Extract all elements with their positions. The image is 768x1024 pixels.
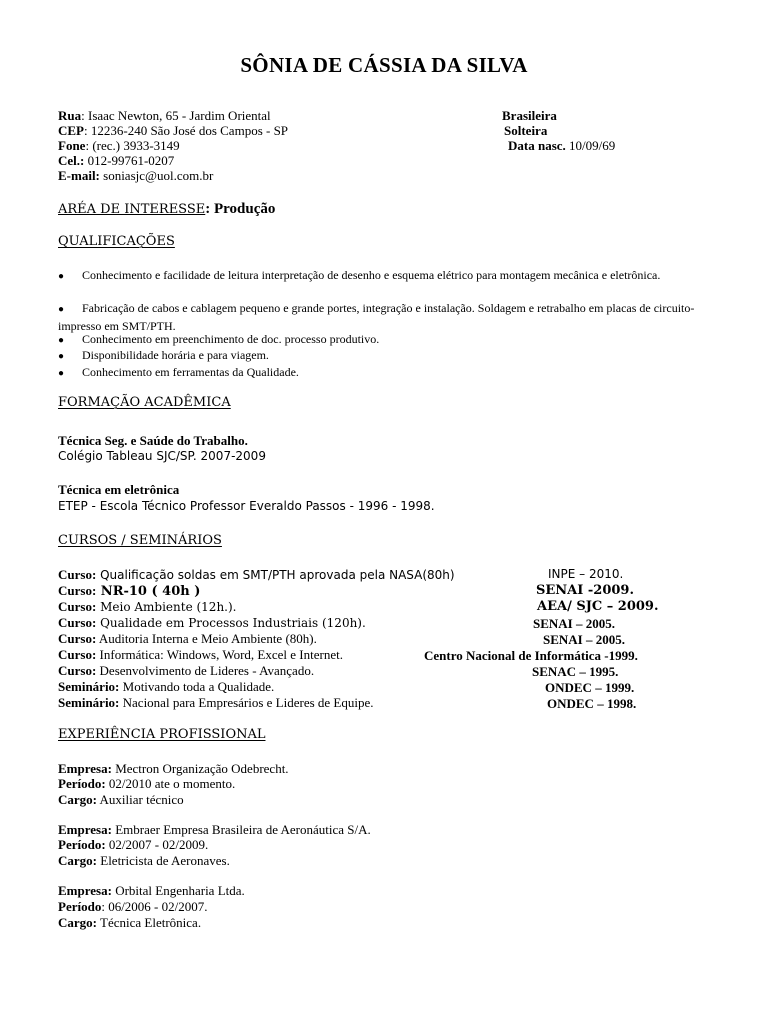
course-institution: SENAI – 2005.: [543, 632, 625, 647]
experience-company: Empresa: Mectron Organização Odebrecht.: [58, 761, 289, 776]
course-row: Curso: Qualificação soldas em SMT/PTH aprovada pela NASA(80h): [58, 567, 455, 582]
list-item: ● Conhecimento em preenchimento de doc. processo produtivo.: [58, 332, 380, 346]
education-school: ETEP - Escola Técnico Professor Everaldo Passos - 1996 - 1998.: [58, 499, 435, 513]
experience-heading: EXPERIÊNCIA PROFISSIONAL: [58, 727, 266, 742]
interest-area: ARÉA DE INTERESSE: Produção: [58, 201, 276, 217]
course-row: Seminário: Nacional para Empresários e Lideres de Equipe.: [58, 695, 374, 710]
qualifications-heading: QUALIFICAÇÕES: [58, 234, 175, 249]
course-row: Curso: Auditoria Interna e Meio Ambiente (80h).: [58, 631, 317, 646]
contact-cep: CEP: 12236-240 São José dos Campos - SP: [58, 123, 289, 138]
contact-phone: Fone: (rec.) 3933-3149: [58, 138, 180, 153]
course-institution: SENAC – 1995.: [532, 664, 619, 679]
course-row: Curso: Meio Ambiente (12h.).: [58, 599, 237, 614]
marital-status: Solteira: [504, 123, 548, 138]
experience-role: Cargo: Auxiliar técnico: [58, 792, 184, 807]
experience-role: Cargo: Eletricista de Aeronaves.: [58, 853, 230, 868]
contact-street: Rua: Isaac Newton, 65 - Jardim Oriental: [58, 108, 271, 123]
education-degree: Técnica Seg. e Saúde do Trabalho.: [58, 433, 248, 448]
education-degree: Técnica em eletrônica: [58, 482, 180, 497]
course-institution: ONDEC – 1999.: [545, 680, 635, 695]
list-item: ● Fabricação de cabos e cablagem pequeno e grande portes, integração e instalação. Soldagem e retrabalho em placas de circuito-impresso em SMT/PTH.: [58, 301, 695, 333]
course-row: Curso: Desenvolvimento de Lideres - Avançado.: [58, 663, 315, 678]
course-institution: AEA/ SJC – 2009.: [537, 599, 659, 614]
list-item: ● Conhecimento em ferramentas da Qualidade.: [58, 365, 299, 379]
course-institution: INPE – 2010.: [548, 567, 624, 581]
course-institution: SENAI -2009.: [536, 583, 634, 598]
course-row: Curso: Informática: Windows, Word, Excel e Internet.: [58, 647, 343, 662]
experience-period: Período: 06/2006 - 02/2007.: [58, 899, 208, 914]
course-institution: SENAI – 2005.: [533, 616, 615, 631]
courses-heading: CURSOS / SEMINÁRIOS: [58, 533, 222, 548]
course-row: Curso: NR-10 ( 40h ): [58, 583, 201, 599]
experience-company: Empresa: Orbital Engenharia Ltda.: [58, 883, 245, 898]
experience-role: Cargo: Técnica Eletrônica.: [58, 915, 202, 930]
contact-email: E-mail: soniasjc@uol.com.br: [58, 168, 214, 183]
course-row: Curso: Qualidade em Processos Industriais (120h).: [58, 615, 366, 630]
course-institution: ONDEC – 1998.: [547, 696, 637, 711]
education-heading: FORMAÇÃO ACADÊMICA: [58, 395, 231, 410]
course-row: Seminário: Motivando toda a Qualidade.: [58, 679, 275, 694]
birth-date: Data nasc. 10/09/69: [508, 138, 616, 153]
resume-name: SÔNIA DE CÁSSIA DA SILVA: [240, 53, 528, 77]
experience-period: Período: 02/2010 ate o momento.: [58, 776, 236, 791]
list-item: ● Disponibilidade horária e para viagem.: [58, 348, 269, 362]
experience-period: Período: 02/2007 - 02/2009.: [58, 837, 209, 852]
nationality: Brasileira: [502, 108, 557, 123]
course-institution: Centro Nacional de Informática -1999.: [424, 648, 638, 663]
contact-cell: Cel.: 012-99761-0207: [58, 153, 175, 168]
list-item: ● Conhecimento e facilidade de leitura interpretação de desenho e esquema elétrico para montagem mecânica e eletrônica.: [58, 268, 661, 282]
experience-company: Empresa: Embraer Empresa Brasileira de Aeronáutica S/A.: [58, 822, 371, 837]
education-school: Colégio Tableau SJC/SP. 2007-2009: [58, 449, 266, 463]
